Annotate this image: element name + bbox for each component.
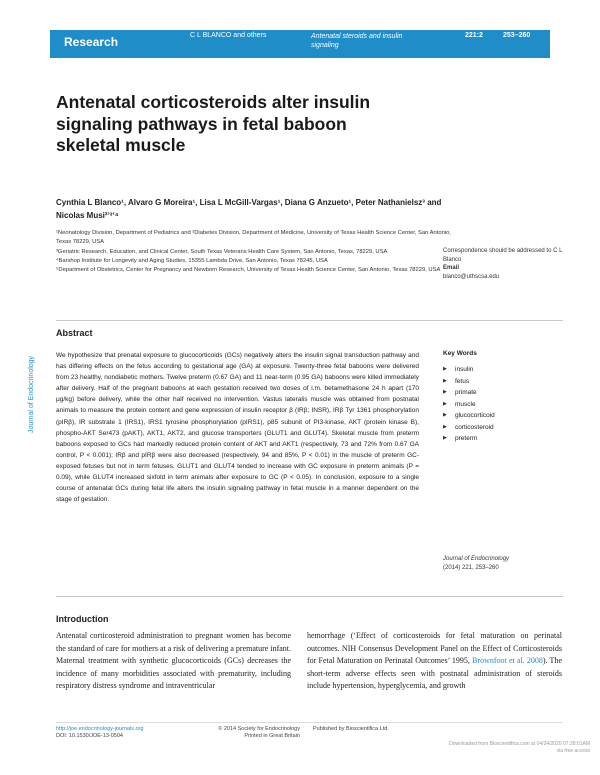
affiliation: ³Geriatric Research, Education, and Clinical Center, South Texas Veterans Health Care System, San Antonio, Texas, 78229, USA — [56, 248, 388, 255]
downloaded-text: Downloaded from Bioscientifica.com at 04/24/2020 07:28:01AM — [449, 741, 590, 747]
access-text: via free access — [556, 748, 590, 754]
keywords-heading: Key Words — [443, 350, 477, 357]
author-list: Cynthia L Blanco¹, Alvaro G Moreira¹, Lisa L McGill-Vargas¹, Diana G Anzueto¹, Peter Nathanielsz³ and Nicolas Musi²ʼ³ʼ⁴ — [56, 198, 442, 220]
reference-link[interactable]: Brownfoot et al. 2008 — [472, 656, 543, 666]
affiliation: ⁴Barshop Institute for Longevity and Aging Studies, 15355 Lambda Drive, San Antonio, Texas 78245, USA — [56, 257, 328, 264]
email-link[interactable]: blanco@uthscsa.edu — [443, 273, 500, 280]
keyword-item: ▶ fetus — [443, 376, 495, 388]
keyword-item: ▶ muscle — [443, 399, 495, 411]
keyword-item: ▶ insulin — [443, 364, 495, 376]
email-label: Email — [443, 265, 460, 271]
keyword-item: ▶ glucocorticoid — [443, 410, 495, 422]
running-head-title: Antenatal steroids and insulin signaling — [311, 33, 403, 49]
section-label: Research — [64, 35, 119, 49]
citation — [443, 555, 563, 573]
printed: Printed in Great Britain — [244, 733, 300, 739]
divider — [56, 596, 563, 597]
page-range: 253–260 — [503, 32, 531, 39]
footer-center — [210, 726, 300, 740]
citation-journal: Journal of Endocrinology — [443, 556, 510, 562]
footer-publisher: Published by Bioscientifica Ltd. — [313, 726, 389, 732]
affiliation: ⁵Department of Obstetrics, Center for Pregnancy and Newborn Research, University of Texas Health Science Center, San Antonio, Texas 78229, USA — [56, 267, 441, 274]
divider — [56, 320, 563, 321]
download-notice — [449, 741, 590, 755]
article-title: Antenatal corticosteroids alter insulin signaling pathways in fetal baboon skeletal muscle — [56, 92, 371, 155]
abstract-heading: Abstract — [56, 328, 93, 338]
footer-divider — [56, 722, 563, 723]
abstract-text: We hypothesize that prenatal exposure to glucocorticoids (GCs) negatively alters the insulin signal transduction pathway and has differing effects on the fetus according to gestational age (GA) at exposure. Twenty-three fetal baboons were delivered from 23 healthy, nondiabetic mothers. Twelve preterm (0.67 GA) and 11 near-term (0.95 GA) baboons were killed immediately after delivery. Half of the pregnant baboons at each gestation received two doses of i.m. betamethasone 24 h apart (170 μg/kg) before delivery, while the other half received no intervention. Vastus lateralis muscle was obtained from postnatal animals to measure the protein content and gene expression of insulin receptor β (IRβ; INSR), IRβ Tyr 1361 phosphorylation (pIRβ), IR substrate 1 (IRS1), IRS1 tyrosine phosphorylation (pIRS1), p85 subunit of PI3-kinase, AKT (protein kinase B), phospho-AKT Ser473 (pAKT), AKT1, AKT2, and glucose transporters (GLUT1 and GLUT4). Skeletal muscle from preterm baboons exposed to GCs had markedly reduced protein content of AKT and AKT1 (respectively, 73 and 72% from 0.67 GA control, P < 0.001); IRβ and pIRβ were also decreased (respectively, 94 and 85%, P < 0.01) in the muscle of preterm GC-exposed fetuses but not in term fetuses. GLUT1 and GLUT4 tended to increase with GC exposure in preterm animals (P = 0.09), while GLUT4 increased sixfold in term animals after exposure to GC (P < 0.05). In conclusion, exposure to a single course of antenatal GCs during fetal life alters the insulin signaling pathway in fetal muscle in a manner dependent on the stage of gestation. — [56, 352, 419, 504]
copyright: © 2014 Society for Endocrinology — [218, 726, 300, 732]
journal-url[interactable]: http://joe.endocrinology-journals.org — [56, 726, 144, 732]
footer-left — [56, 726, 143, 740]
side-journal-label: Journal of Endocrinology — [28, 355, 35, 433]
introduction-heading: Introduction — [56, 614, 109, 624]
introduction-left-column: Antenatal corticosteroid administration to pregnant women has become the standard of care for mothers at a risk of delivering a premature infant. Maternal treatment with synthetic glucocorticoids (GCs) decreases the incidence of many morbidities associated with prematurity, including respiratory distress syndrome and intraventricular — [56, 631, 292, 691]
introduction-right-column — [307, 630, 562, 693]
intro-text: hemorrhage (‘Effect of corticosteroids for fetal maturation on perinatal outcomes. NIH Consensus Development Panel on the Effect of Corticosteroids for Fetal Maturation on Perinatal Outcomes’ 1995, — [307, 631, 562, 666]
keyword-item: ▶ primate — [443, 387, 495, 399]
doi: DOI: 10.1530/JOE-13-0504 — [56, 733, 123, 739]
affiliation: ¹Neonatology Division, Department of Pediatrics and ²Diabetes Division, Department of Medicine, University of Texas Health Science Center, San Antonio, Texas 78229, USA — [56, 230, 451, 246]
correspondence-text: Correspondence should be addressed to C L Blanco — [443, 248, 563, 263]
citation-details: (2014) 221, 253–260 — [443, 565, 499, 571]
volume-issue: 221:2 — [465, 32, 483, 39]
keyword-item: ▶ preterm — [443, 433, 495, 445]
keywords-list — [443, 364, 495, 445]
running-head-authors: C L BLANCO and others — [190, 32, 267, 39]
correspondence — [443, 247, 563, 281]
affiliations — [56, 229, 456, 275]
keyword-item: ▶ corticosteroid — [443, 422, 495, 434]
intro-text: ). The short-term adverse effects seen with postnatal administration of steroids include hypertension, hyperglycemia, and growth — [307, 656, 562, 691]
